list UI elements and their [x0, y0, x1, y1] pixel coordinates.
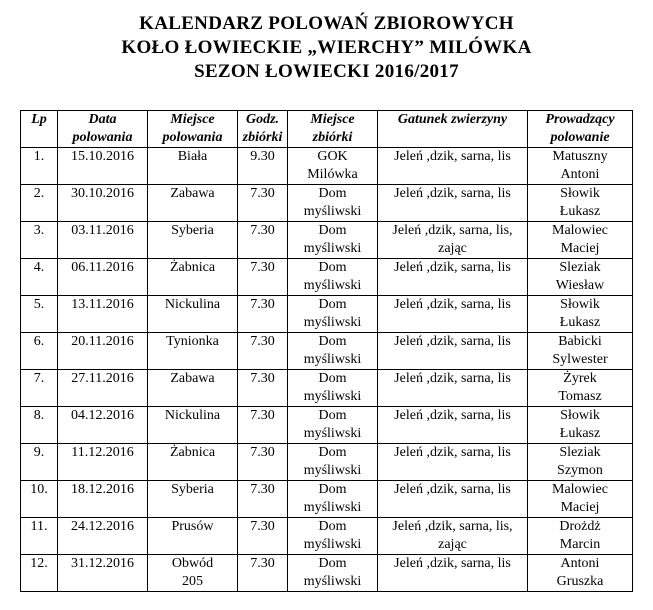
cell-text: GOK [317, 149, 348, 164]
cell-text: 20.11.2016 [71, 334, 134, 349]
cell-text: Antoni [560, 556, 600, 571]
cell-hunt-date [58, 444, 148, 481]
cell-text: Żyrek [563, 371, 597, 386]
cell-hunt-date [58, 518, 148, 555]
cell-gathering-time [238, 222, 288, 259]
cell-text: 7.30 [250, 371, 275, 386]
cell-hunt-leader [528, 148, 633, 185]
cell-hunt-leader [528, 185, 633, 222]
cell-text: Prusów [171, 519, 214, 534]
cell-text: 11.12.2016 [71, 445, 134, 460]
cell-text: Żabnica [169, 445, 216, 460]
column-header-text: Gatunek zwierzyny [397, 112, 508, 127]
cell-gathering-place [288, 481, 378, 518]
cell-text: Syberia [171, 223, 214, 238]
cell-text: 7.30 [250, 260, 275, 275]
cell-gathering-place [288, 555, 378, 592]
cell-hunt-leader [528, 555, 633, 592]
cell-text: 8. [33, 408, 45, 423]
cell-gathering-place [288, 407, 378, 444]
cell-hunt-date [58, 148, 148, 185]
title-line: KOŁO ŁOWIECKIE „WIERCHY” MILÓWKA [121, 37, 532, 58]
cell-text: 7.30 [250, 334, 275, 349]
cell-text: 18.12.2016 [71, 482, 134, 497]
cell-text: Nickulina [164, 297, 221, 312]
cell-lp [21, 296, 58, 333]
cell-lp [21, 259, 58, 296]
cell-hunt-location [148, 518, 238, 555]
cell-text: Nickulina [164, 408, 221, 423]
cell-text: myśliwski [303, 537, 362, 552]
cell-lp [21, 370, 58, 407]
cell-text: myśliwski [303, 204, 362, 219]
cell-text: Wiesław [555, 278, 605, 293]
cell-game-species [378, 296, 528, 333]
cell-text: 1. [33, 149, 45, 164]
cell-text: Łukasz [559, 315, 601, 330]
cell-hunt-location [148, 185, 238, 222]
cell-text: 5. [33, 297, 45, 312]
cell-hunt-location [148, 148, 238, 185]
column-header-text: polowania [162, 130, 223, 145]
cell-text: Jeleń ,dzik, sarna, lis [394, 186, 511, 201]
cell-game-species [378, 555, 528, 592]
cell-text: Dom [318, 408, 347, 423]
table-row [21, 518, 633, 555]
table-row [21, 444, 633, 481]
column-header-text: polowania [72, 130, 133, 145]
cell-text: Gruszka [556, 574, 604, 589]
cell-text: Dom [318, 519, 347, 534]
cell-hunt-date [58, 296, 148, 333]
table-row [21, 185, 633, 222]
cell-text: Zabawa [170, 186, 215, 201]
cell-text: Jeleń ,dzik, sarna, lis [394, 482, 511, 497]
cell-text: Jeleń ,dzik, sarna, lis [394, 408, 511, 423]
cell-text: 13.11.2016 [71, 297, 134, 312]
table-row [21, 333, 633, 370]
cell-text: 06.11.2016 [71, 260, 134, 275]
cell-hunt-location [148, 333, 238, 370]
cell-text: Drożdż [559, 519, 601, 534]
cell-text: Maciej [560, 500, 600, 515]
cell-text: Antoni [560, 167, 600, 182]
cell-hunt-leader [528, 222, 633, 259]
cell-text: 9. [33, 445, 45, 460]
column-header-text: zbiórki [242, 130, 283, 145]
cell-lp [21, 185, 58, 222]
cell-game-species [378, 259, 528, 296]
cell-gathering-time [238, 407, 288, 444]
table-header-row [21, 111, 633, 148]
cell-text: myśliwski [303, 389, 362, 404]
cell-hunt-leader [528, 481, 633, 518]
column-header-text: Miejsce [310, 112, 355, 127]
cell-lp [21, 481, 58, 518]
cell-text: 24.12.2016 [71, 519, 134, 534]
cell-text: 7.30 [250, 519, 275, 534]
cell-text: myśliwski [303, 278, 362, 293]
cell-text: 10. [30, 482, 48, 497]
cell-text: 4. [33, 260, 45, 275]
cell-text: Dom [318, 223, 347, 238]
cell-hunt-date [58, 222, 148, 259]
cell-gathering-time [238, 185, 288, 222]
cell-text: Dom [318, 334, 347, 349]
cell-hunt-leader [528, 259, 633, 296]
cell-text: Malowiec [552, 223, 608, 238]
column-header-gathering-time [238, 111, 288, 148]
cell-text: 7.30 [250, 556, 275, 571]
cell-lp [21, 222, 58, 259]
column-header-hunt-location [148, 111, 238, 148]
cell-game-species [378, 518, 528, 555]
cell-text: myśliwski [303, 574, 362, 589]
cell-text: Sleziak [559, 445, 601, 460]
cell-gathering-time [238, 481, 288, 518]
table-row [21, 259, 633, 296]
cell-hunt-leader [528, 370, 633, 407]
cell-lp [21, 407, 58, 444]
cell-gathering-time [238, 333, 288, 370]
cell-text: 6. [33, 334, 45, 349]
cell-text: Jeleń ,dzik, sarna, lis, [392, 519, 513, 534]
cell-gathering-time [238, 259, 288, 296]
cell-text: Dom [318, 371, 347, 386]
cell-hunt-leader [528, 296, 633, 333]
cell-text: Dom [318, 445, 347, 460]
cell-text: Łukasz [559, 204, 601, 219]
cell-text: Dom [318, 482, 347, 497]
cell-text: 2. [33, 186, 45, 201]
column-header-text: Lp [31, 112, 47, 127]
cell-gathering-place [288, 444, 378, 481]
cell-text: Marcin [559, 537, 601, 552]
cell-hunt-location [148, 555, 238, 592]
cell-text: 205 [182, 574, 203, 589]
cell-text: 31.12.2016 [71, 556, 134, 571]
cell-text: myśliwski [303, 352, 362, 367]
column-header-text: Miejsce [170, 112, 215, 127]
cell-gathering-place [288, 185, 378, 222]
cell-text: myśliwski [303, 315, 362, 330]
cell-lp [21, 148, 58, 185]
cell-hunt-date [58, 555, 148, 592]
cell-text: 12. [30, 556, 48, 571]
cell-text: myśliwski [303, 426, 362, 441]
cell-text: Dom [318, 260, 347, 275]
cell-gathering-time [238, 370, 288, 407]
cell-text: Jeleń ,dzik, sarna, lis, [392, 223, 513, 238]
cell-hunt-leader [528, 444, 633, 481]
cell-hunt-location [148, 481, 238, 518]
title-line: SEZON ŁOWIECKI 2016/2017 [194, 61, 459, 82]
column-header-hunt-date [58, 111, 148, 148]
cell-text: Milówka [307, 167, 358, 182]
cell-text: 03.11.2016 [71, 223, 134, 238]
column-header-text: polowanie [550, 130, 610, 145]
cell-text: Sylwester [552, 352, 608, 367]
table-row [21, 370, 633, 407]
cell-hunt-location [148, 444, 238, 481]
cell-text: zając [438, 537, 467, 552]
column-header-gathering-place [288, 111, 378, 148]
cell-hunt-leader [528, 333, 633, 370]
column-header-text: Data [88, 112, 117, 127]
column-header-hunt-leader [528, 111, 633, 148]
cell-game-species [378, 222, 528, 259]
cell-text: Słowik [560, 297, 600, 312]
cell-gathering-place [288, 333, 378, 370]
table-row [21, 407, 633, 444]
cell-text: Dom [318, 297, 347, 312]
cell-gathering-place [288, 222, 378, 259]
cell-text: Jeleń ,dzik, sarna, lis [394, 371, 511, 386]
cell-text: 30.10.2016 [71, 186, 134, 201]
cell-text: 7. [33, 371, 45, 386]
table-row [21, 555, 633, 592]
cell-text: Sleziak [559, 260, 601, 275]
cell-text: Obwód [171, 556, 214, 571]
cell-lp [21, 555, 58, 592]
cell-text: Matuszny [552, 149, 608, 164]
cell-text: 3. [33, 223, 45, 238]
column-header-text: Prowadzący [545, 112, 615, 127]
cell-hunt-date [58, 259, 148, 296]
cell-text: Słowik [560, 408, 600, 423]
document-title [0, 12, 653, 84]
cell-hunt-date [58, 407, 148, 444]
cell-game-species [378, 148, 528, 185]
cell-text: myśliwski [303, 241, 362, 256]
cell-text: Biała [177, 149, 208, 164]
cell-text: 7.30 [250, 186, 275, 201]
cell-text: Zabawa [170, 371, 215, 386]
cell-text: 04.12.2016 [71, 408, 134, 423]
cell-hunt-location [148, 370, 238, 407]
cell-hunt-leader [528, 518, 633, 555]
cell-lp [21, 444, 58, 481]
cell-game-species [378, 444, 528, 481]
table-row [21, 481, 633, 518]
cell-text: myśliwski [303, 500, 362, 515]
cell-text: 7.30 [250, 482, 275, 497]
cell-game-species [378, 407, 528, 444]
cell-gathering-time [238, 518, 288, 555]
cell-text: Żabnica [169, 260, 216, 275]
column-header-text: zbiórki [312, 130, 353, 145]
cell-text: 7.30 [250, 297, 275, 312]
cell-text: Malowiec [552, 482, 608, 497]
cell-hunt-date [58, 481, 148, 518]
title-line: KALENDARZ POLOWAŃ ZBIOROWYCH [139, 13, 514, 34]
cell-hunt-leader [528, 407, 633, 444]
cell-game-species [378, 333, 528, 370]
cell-lp [21, 333, 58, 370]
cell-text: Syberia [171, 482, 214, 497]
cell-text: Jeleń ,dzik, sarna, lis [394, 260, 511, 275]
cell-game-species [378, 481, 528, 518]
cell-text: Szymon [557, 463, 603, 478]
column-header-lp [21, 111, 58, 148]
cell-text: Maciej [560, 241, 600, 256]
cell-gathering-time [238, 555, 288, 592]
cell-gathering-place [288, 296, 378, 333]
cell-hunt-location [148, 222, 238, 259]
cell-text: 7.30 [250, 408, 275, 423]
cell-gathering-place [288, 148, 378, 185]
cell-hunt-location [148, 296, 238, 333]
column-header-game-species [378, 111, 528, 148]
cell-gathering-place [288, 518, 378, 555]
cell-text: Dom [318, 186, 347, 201]
cell-text: Jeleń ,dzik, sarna, lis [394, 149, 511, 164]
cell-text: 7.30 [250, 223, 275, 238]
cell-gathering-time [238, 444, 288, 481]
cell-lp [21, 518, 58, 555]
cell-text: zając [438, 241, 467, 256]
cell-gathering-place [288, 259, 378, 296]
cell-game-species [378, 185, 528, 222]
cell-text: Łukasz [559, 426, 601, 441]
cell-text: myśliwski [303, 463, 362, 478]
cell-hunt-location [148, 407, 238, 444]
cell-hunt-location [148, 259, 238, 296]
cell-text: Dom [318, 556, 347, 571]
cell-text: 7.30 [250, 445, 275, 460]
cell-gathering-time [238, 296, 288, 333]
cell-text: Jeleń ,dzik, sarna, lis [394, 556, 511, 571]
cell-hunt-date [58, 370, 148, 407]
cell-gathering-time [238, 148, 288, 185]
cell-game-species [378, 370, 528, 407]
cell-hunt-date [58, 185, 148, 222]
cell-text: 11. [30, 519, 48, 534]
column-header-text: Godz. [245, 112, 280, 127]
cell-text: Jeleń ,dzik, sarna, lis [394, 334, 511, 349]
table-row [21, 148, 633, 185]
cell-text: Tynionka [166, 334, 219, 349]
cell-gathering-place [288, 370, 378, 407]
table-row [21, 222, 633, 259]
cell-text: Tomasz [558, 389, 602, 404]
table-row [21, 296, 633, 333]
cell-text: 9.30 [250, 149, 275, 164]
hunt-schedule-table [20, 110, 633, 592]
cell-text: Jeleń ,dzik, sarna, lis [394, 445, 511, 460]
cell-hunt-date [58, 333, 148, 370]
cell-text: 15.10.2016 [71, 149, 134, 164]
cell-text: Jeleń ,dzik, sarna, lis [394, 297, 511, 312]
cell-text: 27.11.2016 [71, 371, 134, 386]
table-body [21, 148, 633, 592]
cell-text: Babicki [558, 334, 602, 349]
cell-text: Słowik [560, 186, 600, 201]
